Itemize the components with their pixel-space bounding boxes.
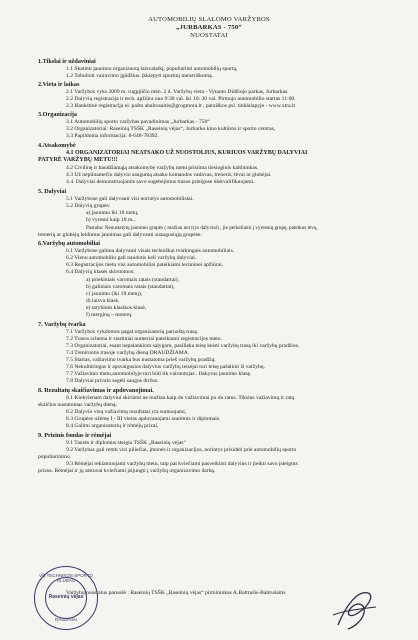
- section-7-line-6: 7.6 Nekultūringas ir apsvaigusius dalyvius varžybų teisėjai turi teisę pašalinti iš varžybų.: [66, 364, 266, 370]
- section-8-line-1: 8.1 Kiekvienam dalyviui skiriami ne mažiau kaip du važiavimai po du ratus. Tikslus važiavimų ir ratų: [66, 395, 295, 401]
- section-7-line-5: 7.5 Startas, važiavimo tvarka bus nustatoma prieš varžybų pradžią.: [66, 357, 216, 363]
- header-line-3: NUOSTATAI: [190, 32, 228, 39]
- section-5-line-4: b) vyresni kaip 18 m.,: [86, 217, 136, 223]
- section-6-title: 6.Varžybų automobiliai: [38, 240, 100, 247]
- section-6-line-5: a) priekiniais varomais ratais (standartai),: [86, 277, 180, 283]
- header-line-1: AUTOMOBILIŲ SLALOMO VARŽYBOS: [148, 16, 270, 23]
- official-stamp: [34, 566, 98, 630]
- section-2-line-3: 2.3 Išankstinė registracija el. paštu abalrusaitis@grogmora.lt , paraiškos psl. tinklalapyje - www.xtra.lt: [66, 103, 296, 109]
- section-8-line-3: 8.2 Dalyvio visų važiavimų rezultatai yra sumuojami,: [66, 409, 187, 415]
- section-4-line-3: 4.2 Civilinę ir baudžiamąją atsakomybę varžybų metu prisiima tiesioginis kaltininkas.: [66, 165, 259, 171]
- section-5-line-6: trenerių ar globėjų leidimus jaunimas gali dalyvauti suaugusiųjų grupėse.: [38, 232, 202, 238]
- section-7-line-8: 7.8 Dalyviai privalo segėti saugos diržus.: [66, 378, 159, 384]
- section-5-line-1: 5.1 Varžybose gali dalyvauti visi norintys automobilistai.: [66, 196, 194, 202]
- section-3-line-1: 3.1 Automobilių sporto varžybas pavadinimas „Jurbarkas - 750“: [66, 119, 210, 125]
- section-7-line-3: 7.3 Organizatoriai, esant nepalankiom salygom, pasilieka teisę keisti varžybų trasą iki varžybų pradžios.: [66, 343, 300, 349]
- section-7-title: 7. Varžybų tvarka: [38, 321, 86, 328]
- section-6-line-4: 6.4 Dalyvių klasės skirstomos:: [66, 269, 135, 275]
- section-6-line-8: d) laisva klasė,: [86, 298, 120, 304]
- section-3-title: 3.Organizacija: [38, 111, 78, 118]
- section-1-line-1: 1.1 Skatinti jaunimo organizuotą laisvalaikį, populiarinti automobilių sportą,: [66, 66, 238, 72]
- section-1-line-2: 1.2 Tobulinti vairavimo įgūdžius. Įskiepyti sportinį meistriškumą.: [66, 73, 213, 79]
- section-2-line-1: 2.1 Varžybos vyks 2009 m. rugpjūčio mėn. 2 d. Varžybų vieta - Vytauto Didžiojo parkas, Jurbarkas.: [66, 89, 289, 95]
- section-9-line-2: 9.2 Varžybas gali remti visi piliečiai, įmonės ir organizacijos, norintys prisidėti prie automobilių sporto: [66, 447, 297, 453]
- section-8-line-4: 8.3 Grupėse užėmę I - III vietas apdovanojami taurėmis ir diplomais.: [66, 416, 221, 422]
- section-6-line-1: 6.1 Varžybose galima dalyvauti visais techniškai tvarkingais automobiliais.: [66, 248, 235, 254]
- stamp-center-text: Raseinių vėjas: [48, 594, 84, 600]
- section-5-line-5: Pastaba: Nenustatytų jaunimo grupės ( mažiau nei trys dalyviai) , jie perkeliami į vyresnių grupę, pateikus tėvų,: [86, 225, 318, 231]
- section-7-line-2: 7.2 Trasos schema ir startiniai numeriai pateikiami registracijos metu.: [66, 336, 222, 342]
- section-7-line-4: 7.4 Treniruotis trasoje varžybų dieną DRAUDŽIAMA.: [66, 350, 190, 356]
- section-1-title: 1.Tikslai ir uždaviniai: [38, 58, 96, 65]
- section-4-line-4: 4.3 Už nepilnamečio dalyvio saugumą atsako komandos vadovas, treneris, tėvai ar globėjai.: [66, 172, 272, 178]
- header-line-2: „JURBARKAS - 750“: [176, 24, 242, 31]
- section-2-line-2: 2.2 Dalyvių registracija ir tech. apžiūra nuo 9:30 val. iki 10: 30 val. Pirmojo automobilio startas 11:00.: [66, 96, 296, 102]
- section-8-line-5: 8.4 Galimi organizatorių ir rėmėjų prizai,: [66, 423, 159, 429]
- section-5-title: 5. Dalyviai: [38, 188, 67, 195]
- section-4-line-1: 4.1 ORGANIZATORIAI NEATSAKO UŽ NUOSTOLIUS, KURIUOS VARŽYBŲ DALYVIAI: [66, 150, 308, 156]
- section-7-line-7: 7.7 Važiavimo metu,automobilyje turi būti tik vairuotojas . Išskyrus jaunimo klasę.: [66, 371, 252, 377]
- section-9-line-1: 9.1 Taurės ir diplomus steigia TSŠK „Raseinių vėjas“: [66, 440, 186, 446]
- section-9-line-4: 9.3 Rėmėjai reklamuojami varžybų metu, taip pat kviečiami pasveikinti dalyvius ir įteikti savo įsteigtus: [66, 461, 298, 467]
- stamp-top-text: VšĮ TECHNIKOS SPORTO KLUBAS: [38, 573, 93, 583]
- section-5-line-2: 5.2 Dalyvių grupės:: [66, 203, 111, 209]
- section-8-line-2: skaičius nustatomas varžybų dieną.: [38, 402, 117, 408]
- section-6-line-9: e) tarybinės klasikos klasė,: [86, 305, 147, 311]
- prepared-by-line: Varžybų nuostatus paruošė : Raseinių TSŠK „Raseinių vėjas“ pirmininkas A.Baltrušis-Baltrušaitis: [66, 590, 286, 596]
- section-3-line-3: 3.3 Papildoma informacija: 8-648-78392.: [66, 133, 159, 139]
- section-7-line-1: 7.1 Varžybos vykdomos pagal organizatorių paruoštą trasą.: [66, 329, 199, 335]
- section-6-line-7: c) jaunimo (iki 18 metų),: [86, 291, 143, 297]
- handwritten-signature: [328, 585, 378, 630]
- stamp-bottom-text: RASEINIAI: [54, 617, 78, 622]
- section-6-line-10: f) merginų – moterų.: [86, 312, 133, 318]
- section-6-line-3: 6.3 Registracijos metu visi automobiliai pateikiami techninei apžiūrai.: [66, 262, 224, 268]
- section-4-line-5: 4.4. Dalyviai demonstruojantis savo sugebėjimus trasos prieigose diskvalifikuojami.: [66, 179, 255, 185]
- section-2-title: 2.Vieta ir laikas: [38, 81, 80, 88]
- section-6-line-6: b) galiniais varomais ratais (standartai),: [86, 284, 175, 290]
- section-4-line-2: PATYRĖ VARŽYBŲ METU!!!: [38, 157, 118, 163]
- section-9-title: 9. Prizinis fondas ir rėmėjai: [38, 432, 112, 439]
- section-5-line-3: a) jaunimo iki 18 metų,: [86, 210, 139, 216]
- section-9-line-5: prizus. Rėmėjai ir jų atstovai kviečiami įsijungti į varžybų organizavimo darbą.: [38, 468, 216, 474]
- section-3-line-2: 3.2 Organizatoriai: Raseinių TSŠK „Raseinių vėjas“, Jurbarko kino kultūros ir sporto centras,: [66, 126, 276, 132]
- section-8-title: 8. Rezultatų skaičiavimas ir apdovanojimai.: [38, 387, 154, 394]
- section-6-line-2: 6.2 Vienu automobiliu gali naudotis keli varžybų dalyviai.: [66, 255, 197, 261]
- section-9-line-3: populiarinimo.: [38, 454, 72, 460]
- section-4-title: 4.Atsakomybė: [38, 142, 76, 149]
